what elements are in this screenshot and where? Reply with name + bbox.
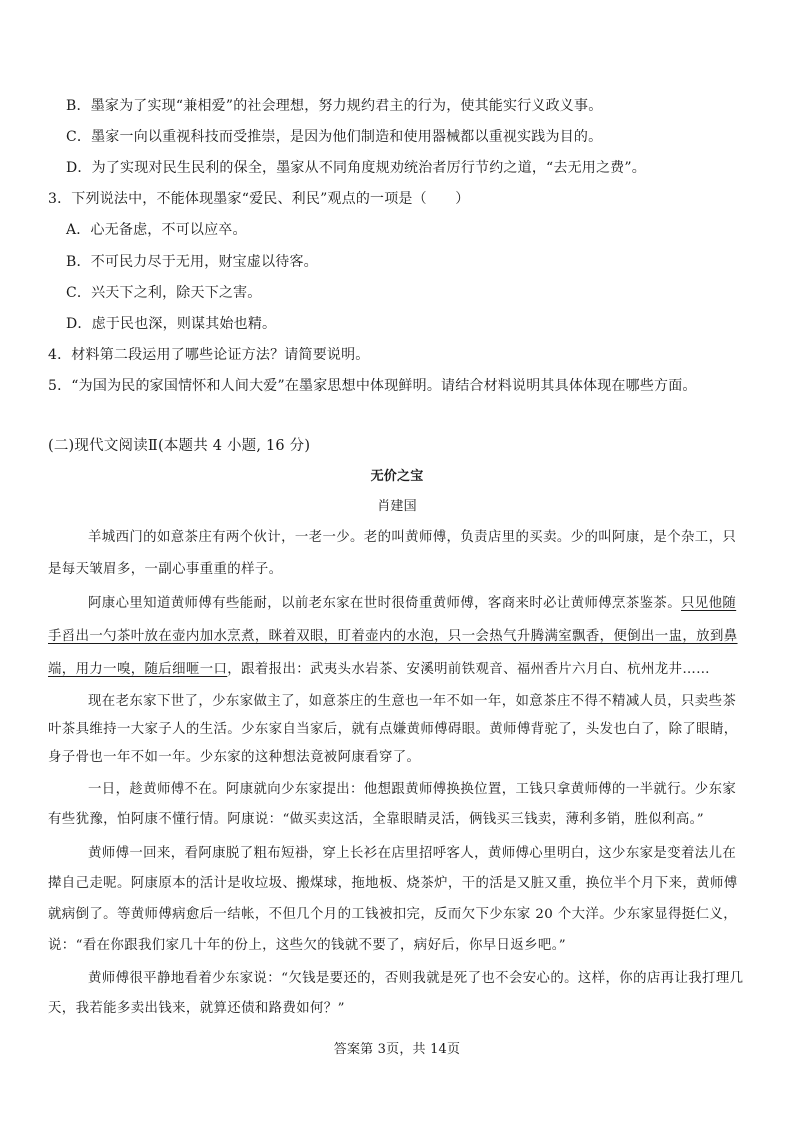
page-footer: 答案第 3页，共 14页 (333, 1042, 461, 1057)
story-title: 无价之宝 (370, 469, 424, 484)
p6-line-2: 天，我若能多卖出钱来，就算还债和路费如何？” (48, 1001, 345, 1016)
q4-stem: 4．材料第二段运用了哪些论证方法？请简要说明。 (48, 347, 370, 363)
q3-option-b: B．不可民力尽于无用，财宝虚以待客。 (66, 254, 318, 270)
q2-option-d: D．为了实现对民生民利的保全，墨家从不同角度规劝统治者厉行节约之道，“去无用之费”。 (66, 160, 646, 176)
q5-stem: 5．“为国为民的家国情怀和人间大爱”在墨家思想中体现鲜明。请结合材料说明其具体体现在哪些方面。 (48, 378, 697, 394)
p1-line-2: 是每天皱眉多，一副心事重重的样子。 (48, 562, 283, 577)
p3-line-3: 身子骨也一年不如一年。少东家的这种想法竟被阿康看穿了。 (48, 750, 421, 765)
p1-line-1: 羊城西门的如意茶庄有两个伙计，一老一少。老的叫黄师傅，负责店里的买卖。少的叫阿康，是个杂工，只 (88, 530, 737, 545)
p2-underlined-line-2: 手舀出一勺茶叶放在壶内加水烹煮，眯着双眼，盯着壶内的水泡，只一会热气升腾满室飘香，便倒出一盅，放到鼻 (48, 629, 738, 644)
p5-line-4: 说：“看在你跟我们家几十年的份上，这些欠的钱就不要了，病好后，你早日返乡吧。” (48, 938, 567, 953)
p4-line-2: 有些犹豫，怕阿康不懂行情。阿康说：“做买卖这活，全靠眼睛灵活，俩钱买三钱卖，薄利多销，胜似利高。” (48, 812, 704, 827)
p5-line-3: 就病倒了。等黄师傅病愈后一结帐，不但几个月的工钱被扣完，反而欠下少东家 20 个大洋。少东家显得挺仁义， (48, 907, 738, 922)
q3-option-d: D．虑于民也深，则谋其始也精。 (66, 316, 277, 332)
p2-underlined-start: 只见他随 (681, 596, 737, 611)
p2-line-1 (88, 594, 736, 614)
q2-option-c: C．墨家一向以重视科技而受推崇，是因为他们制造和使用器械都以重视实践为目的。 (66, 129, 603, 145)
p2-line-1-text: 阿康心里知道黄师傅有些能耐，以前老东家在世时很倚重黄师傅，客商来时必让黄师傅烹茶鉴茶。 (88, 596, 681, 611)
section-heading: (二)现代文阅读Ⅱ(本题共 4 小题, 16 分) (48, 438, 311, 454)
p4-line-1: 一日，趁黄师傅不在。阿康就向少东家提出：他想跟黄师傅换换位置，工钱只拿黄师傅的一半就行。少东家 (88, 782, 737, 797)
p6-line-1: 黄师傅很平静地看着少东家说：“欠钱是要还的，否则我就是死了也不会安心的。这样，你的店再让我打理几 (88, 971, 744, 986)
p2-underlined-end: 端，用力一嗅，随后细咂一口 (48, 662, 228, 677)
q3-option-a: A．心无备虑，不可以应卒。 (66, 222, 247, 238)
story-author: 肖建国 (377, 499, 417, 514)
p2-line-3 (48, 660, 710, 680)
q2-option-b: B．墨家为了实现“兼相爱”的社会理想，努力规约君主的行为，使其能实行义政义事。 (66, 98, 603, 114)
p5-line-1: 黄师傅一回来，看阿康脱了粗布短褂，穿上长衫在店里招呼客人，黄师傅心里明白，这少东家是变着法儿在 (88, 846, 737, 861)
p5-line-2: 撵自己走呢。阿康原本的活计是收垃圾、搬煤球，拖地板、烧茶炉，干的活是又脏又重，换位半个月下来，黄师傅 (48, 876, 738, 891)
q3-option-c: C．兴天下之利，除天下之害。 (66, 285, 262, 301)
p3-line-1: 现在老东家下世了，少东家做主了，如意茶庄的生意也一年不如一年，如意茶庄不得不精减人员，只卖些茶 (88, 694, 737, 709)
p3-line-2: 叶茶具维持一大家子人的生活。少东家自当家后，就有点嫌黄师傅碍眼。黄师傅背驼了，头发也白了，除了眼睛， (48, 722, 738, 737)
q3-stem: 3．下列说法中，不能体现墨家“爱民、利民”观点的一项是（ ） (48, 191, 470, 207)
p2-line-3-text: ，跟着报出：武夷头水岩茶、安溪明前铁观音、福州香片六月白、杭州龙井…… (227, 662, 710, 677)
